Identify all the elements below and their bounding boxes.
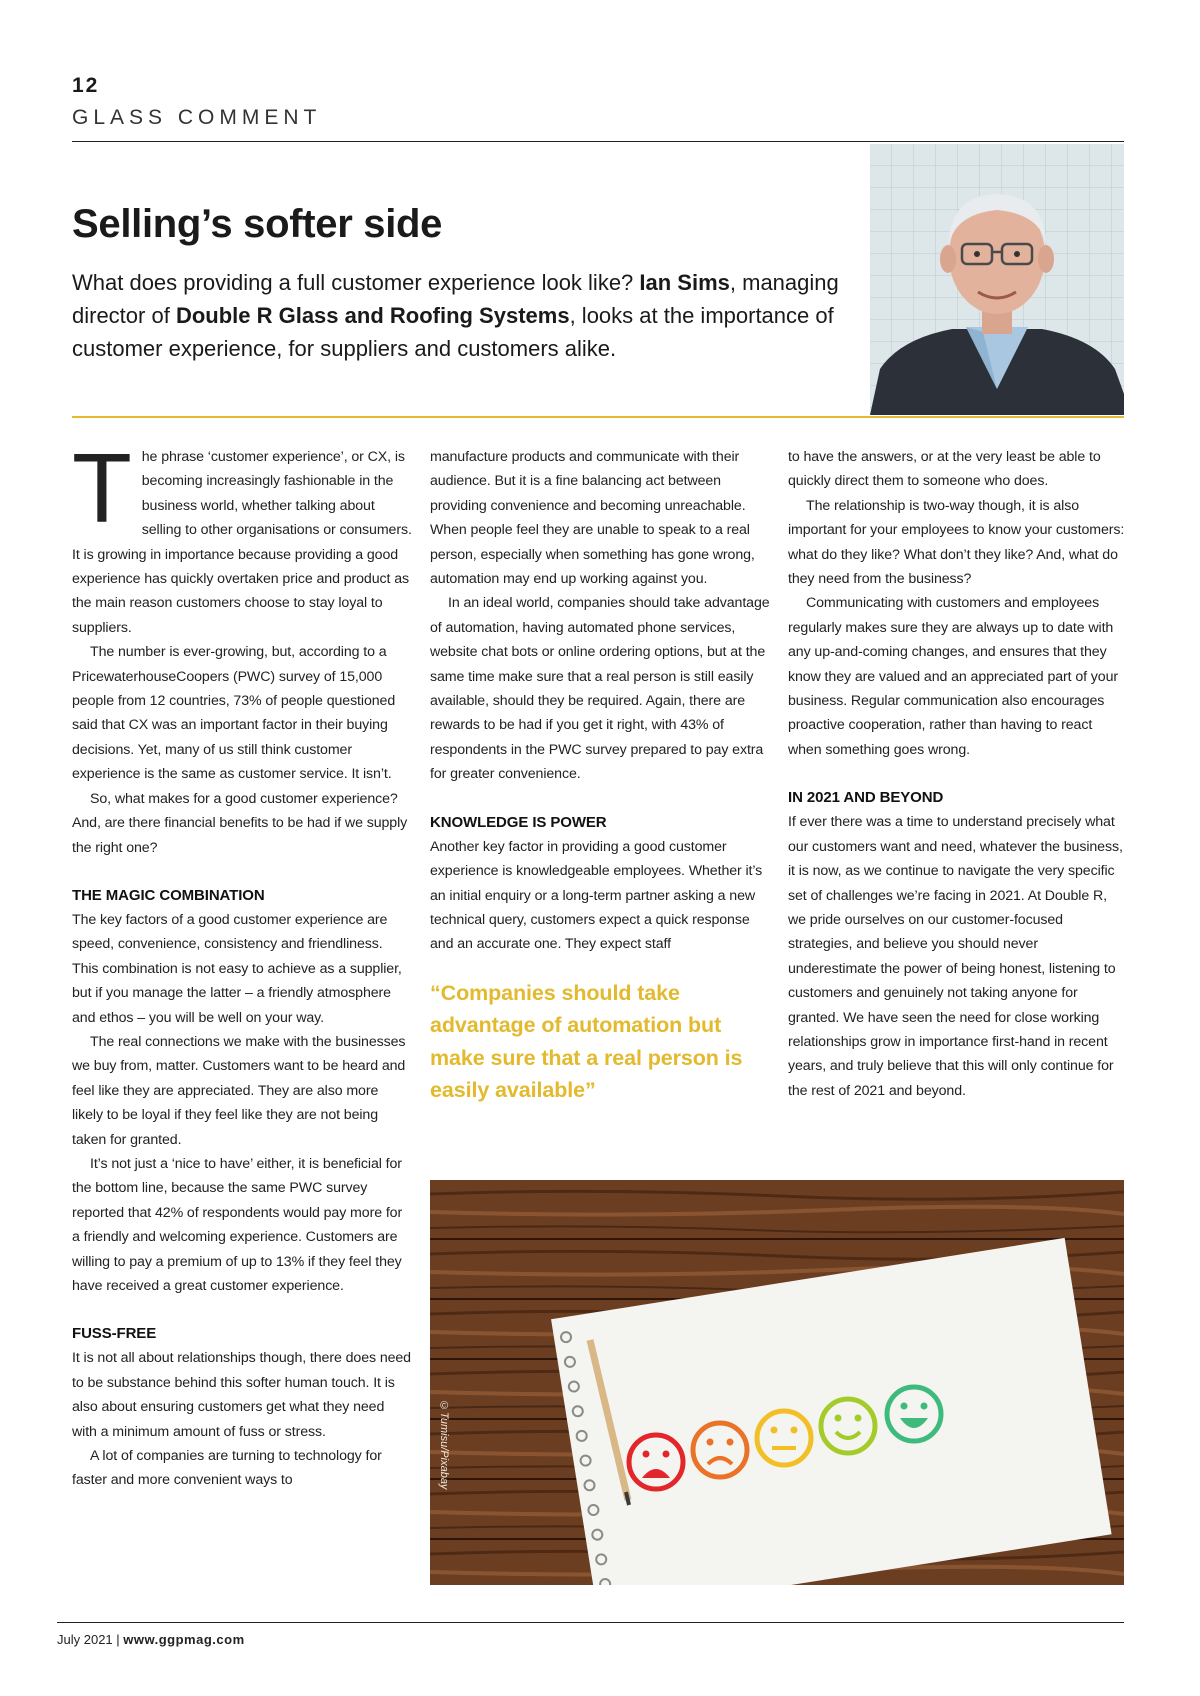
website-url: www.ggpmag.com [123, 1632, 245, 1647]
column-3 [788, 445, 1128, 1103]
subheading-knowledge-is-power: KNOWLEDGE IS POWER [430, 813, 607, 831]
paragraph: he phrase ‘customer experience’, or CX, is becoming increasingly fashionable in the business world, whether talking about selling to other organisations or consumers. It is growing in importance because providing a good experience has quickly overtaken price and product as the main reason customers choose to stay loyal to suppliers. [72, 449, 412, 636]
paragraph: to have the answers, or at the very least be able to quickly direct them to someone who does. [788, 449, 1101, 490]
drop-cap: T [72, 433, 132, 543]
paragraph: It’s not just a ‘nice to have’ either, it is beneficial for the bottom line, because the same PWC survey reported that 42% of respondents would pay more for a friendly and welcoming experience. Customers are willing to pay a premium of up to 13% if they feel they have received a great customer experience. [72, 1155, 403, 1294]
footer-divider [57, 1622, 1124, 1623]
paragraph: The relationship is two-way though, it is also important for your employees to know your customers: what do they like? What don’t they like? And, what do they need from the business? [788, 497, 1125, 588]
header-divider [72, 141, 1124, 142]
paragraph: The real connections we make with the businesses we buy from, matter. Customers want to be heard and feel like they are appreciated. They are also more likely to be loyal if they feel like they are not being taken for granted. [72, 1033, 406, 1148]
article-title: Selling’s softer side [72, 202, 443, 246]
subheading-fuss-free: FUSS-FREE [72, 1325, 157, 1343]
subheading-magic-combination: THE MAGIC COMBINATION [72, 886, 265, 904]
pull-quote: “Companies should take advantage of automation but make sure that a real person is easily available” [430, 980, 743, 1103]
subheading-2021-and-beyond: IN 2021 AND BEYOND [788, 789, 944, 807]
author-portrait [870, 144, 1124, 415]
standfirst [72, 266, 862, 365]
paragraph: In an ideal world, companies should take advantage of automation, having automated phone services, website chat bots or online ordering options, but at the same time make sure that a real person is still easily available, should they be required. Again, there are rewards to be had if you get it right, with 43% of respondents in the PWC survey prepared to pay extra for greater convenience. [430, 595, 770, 783]
footer [57, 1632, 245, 1647]
footer-separator: | [112, 1632, 124, 1647]
paragraph: So, what makes for a good customer experience? And, are there financial benefits to be had if we supply the right one? [72, 790, 408, 856]
column-1 [72, 433, 412, 1493]
paragraph: manufacture products and communicate with their audience. But it is a fine balancing act between providing convenience and becoming unreachable. When people feel they are unable to speak to a real person, especially when something has gone wrong, automation may end up working against you. [430, 449, 755, 588]
paragraph: The number is ever-growing, but, according to a PricewaterhouseCoopers (PWC) survey of 15,000 people from 12 countries, 73% of people questioned said that CX was an important factor in their buying decisions. Yet, many of us still think customer experience is the same as customer service. It isn’t. [72, 644, 396, 783]
photo-credit: ©Tumisu/Pixabay [438, 1400, 450, 1490]
section-label: GLASS COMMENT [72, 106, 322, 129]
company-name: Double R Glass and Roofing Systems [175, 303, 570, 328]
paragraph: Communicating with customers and employees regularly makes sure they are always up to date with any up-and-coming changes, and ensures that they know they are valued and an appreciated part of your business. Regular communication also encourages proactive cooperation, rather than having to react when something goes wrong. [788, 595, 1119, 758]
paragraph: It is not all about relationships though, there does need to be substance behind this softer human touch. It is also about ensuring customers get what they need with a minimum amount of fuss or stress. [72, 1350, 411, 1440]
feature-photo [430, 1180, 1124, 1585]
title-divider [72, 416, 1124, 418]
author-name: Ian Sims [639, 270, 730, 295]
standfirst-text-3: , looks at the importance of customer experience, for suppliers and customers alike. [72, 303, 834, 361]
paragraph: The key factors of a good customer experience are speed, convenience, consistency and friendliness. This combination is not easy to achieve as a supplier, but if you manage the latter – a friendly atmosphere and ethos – you will be well on your way. [72, 911, 402, 1026]
paragraph: Another key factor in providing a good customer experience is knowledgeable employees. Whether it’s an initial enquiry or a long-term partner asking a new technical query, customers expect a quick response and an accurate one. They expect staff [430, 838, 763, 953]
page-number: 12 [72, 74, 100, 97]
paragraph: A lot of companies are turning to technology for faster and more convenient ways to [72, 1448, 382, 1489]
paragraph: If ever there was a time to understand precisely what our customers want and need, whatever the business, it is now, as we continue to navigate the very specific set of challenges we’re facing in 2021. At Double R, we pride ourselves on our customer-focused strategies, and believe you should never underestimate the power of being honest, listening to customers and genuinely not taking anyone for granted. We have seen the need for close working relationships grow in importance first-hand in recent years, and truly believe that this will only continue for the rest of 2021 and beyond. [788, 814, 1123, 1099]
column-2 [430, 445, 770, 1107]
issue-date: July 2021 [57, 1632, 113, 1647]
standfirst-text-2: , managing director of [72, 270, 839, 328]
standfirst-text-1: What does providing a full customer experience look like? [72, 270, 640, 295]
